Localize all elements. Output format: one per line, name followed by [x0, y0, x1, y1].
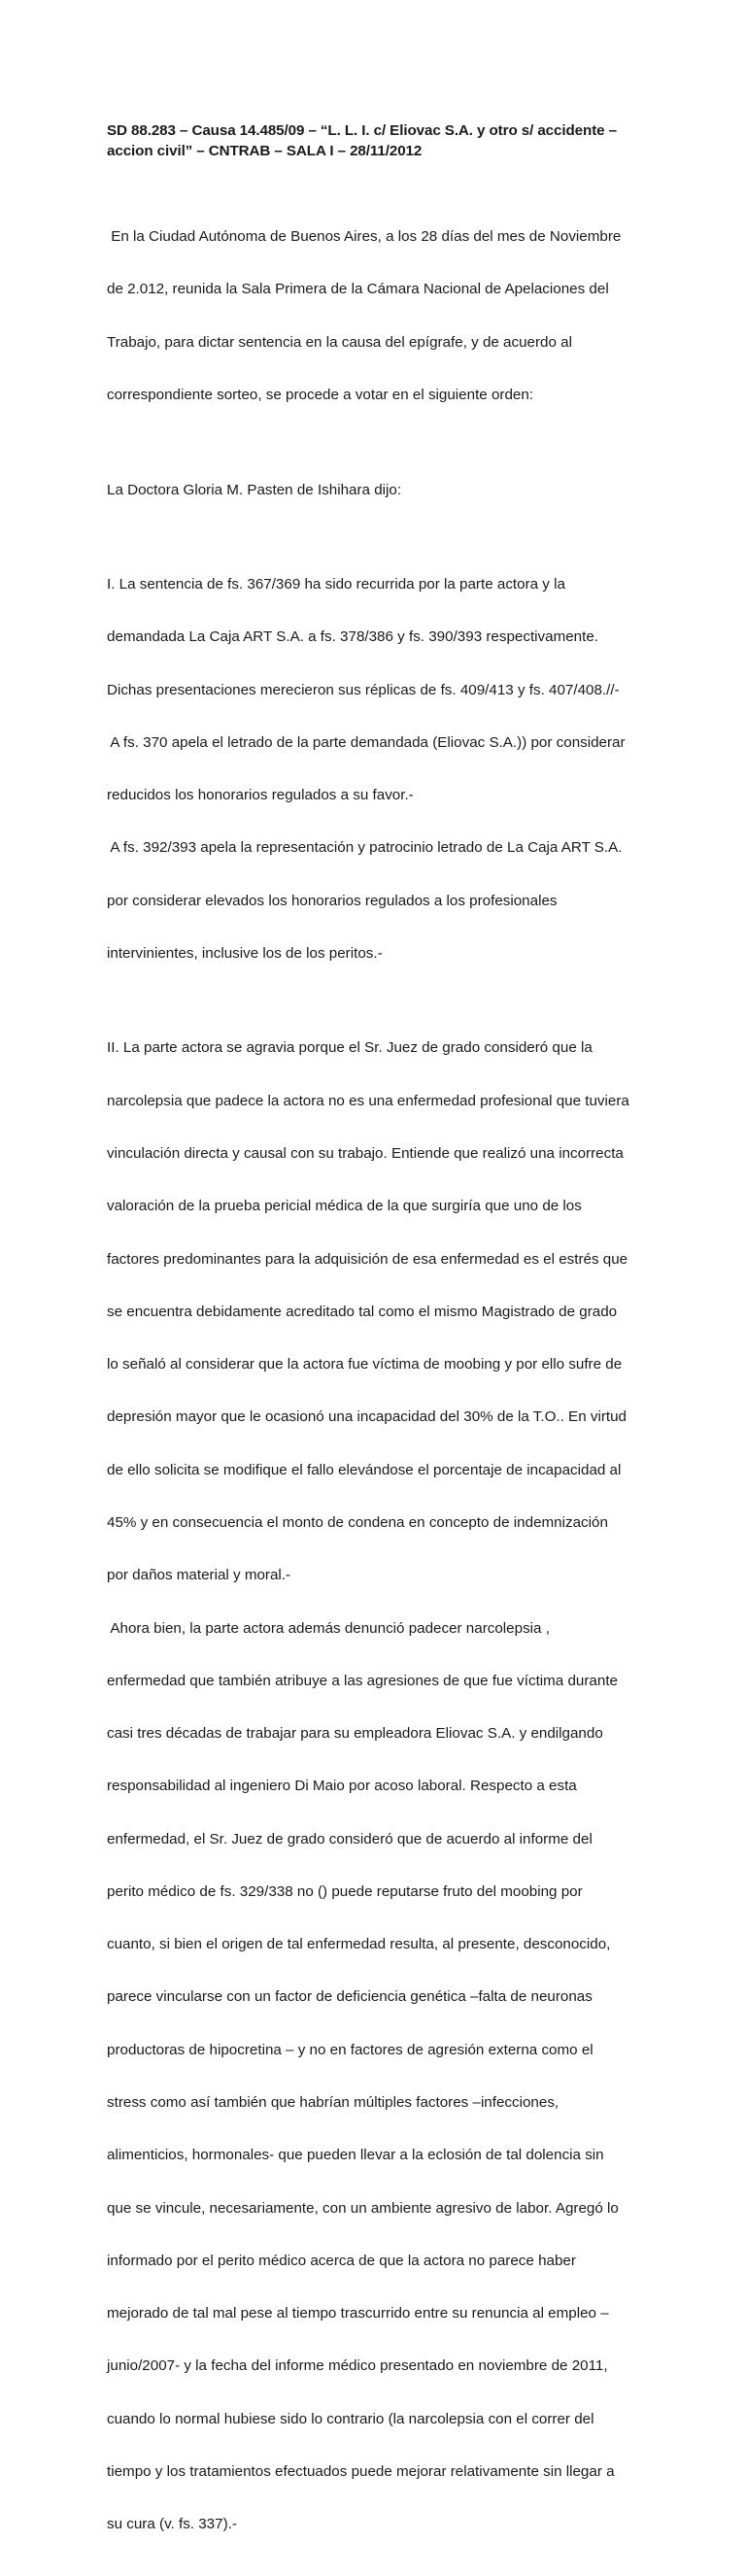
text-line: Trabajo, para dictar sentencia en la causa del epígrafe, y de acuerdo al: [107, 333, 572, 351]
text-line: correspondiente sorteo, se procede a votar en el siguiente orden:: [107, 387, 534, 404]
paragraph-intro: [107, 193, 651, 439]
text-line: enfermedad, el Sr. Juez de grado consideró que de acuerdo al informe del: [107, 1830, 593, 1847]
text-line: A fs. 370 apela el letrado de la parte demandada (Eliovac S.A.)) por considerar: [107, 733, 626, 751]
text-line: depresión mayor que le ocasionó una incapacidad del 30% de la T.O.. En virtud: [107, 1408, 627, 1426]
text-line: parece vincularse con un factor de deficiencia genética –falta de neuronas: [107, 1988, 593, 2006]
text-line: de ello solicita se modifique el fallo elevándose el porcentaje de incapacidad al: [107, 1461, 622, 1478]
text-line: que se vincule, necesariamente, con un ambiente agresivo de labor. Agregó lo: [107, 2199, 619, 2217]
text-line: stress como así también que habrían múltiples factores –infecciones,: [107, 2094, 560, 2112]
heading-line: accion civil” – CNTRAB – SALA I – 28/11/2012: [107, 143, 423, 159]
text-line: junio/2007- y la fecha del informe médico presentado en noviembre de 2011,: [107, 2357, 608, 2375]
paragraph-section-i: [107, 541, 651, 998]
text-line: vinculación directa y causal con su trabajo. Entiende que realizó una incorrecta: [107, 1144, 624, 1162]
text-line: demandada La Caja ART S.A. a fs. 378/386 y fs. 390/393 respectivamente.: [107, 628, 599, 646]
text-line: A fs. 392/393 apela la representación y patrocinio letrado de La Caja ART S.A.: [107, 839, 623, 857]
text-line: mejorado de tal mal pese al tiempo trascurrido entre su renuncia al empleo –: [107, 2305, 609, 2322]
text-line: productoras de hipocretina – y no en factores de agresión externa como el: [107, 2041, 593, 2058]
text-line: casi tres décadas de trabajar para su empleadora Eliovac S.A. y endilgando: [107, 1725, 603, 1743]
text-line: intervinientes, inclusive los de los peritos.-: [107, 944, 383, 962]
text-line: I. La sentencia de fs. 367/369 ha sido recurrida por la parte actora y la: [107, 575, 565, 593]
text-line: II. La parte actora se agravia porque el Sr. Juez de grado consideró que la: [107, 1039, 593, 1057]
text-line: informado por el perito médico acerca de que la actora no parece haber: [107, 2252, 576, 2269]
text-line: Dichas presentaciones merecieron sus réplicas de fs. 409/413 y fs. 407/408.//-: [107, 681, 620, 698]
document-body: [107, 193, 651, 2576]
text-line: cuando lo normal hubiese sido lo contrario (la narcolepsia con el correr del: [107, 2410, 594, 2427]
text-line: responsabilidad al ingeniero Di Maio por acoso laboral. Respecto a esta: [107, 1778, 577, 1795]
text-line: factores predominantes para la adquisición de esa enfermedad es el estrés que: [107, 1250, 628, 1268]
text-line: cuanto, si bien el origen de tal enfermedad resulta, al presente, desconocido,: [107, 1936, 611, 1953]
text-line: alimenticios, hormonales- que pueden llevar a la eclosión de tal dolencia sin: [107, 2147, 604, 2164]
text-line: La Doctora Gloria M. Pasten de Ishihara dijo:: [107, 481, 402, 498]
text-line: por considerar elevados los honorarios regulados a los profesionales: [107, 892, 558, 909]
text-line: tiempo y los tratamientos efectuados puede mejorar relativamente sin llegar a: [107, 2463, 615, 2480]
text-line: de 2.012, reunida la Sala Primera de la Cámara Nacional de Apelaciones del: [107, 281, 609, 298]
text-line: Ahora bien, la parte actora además denunció padecer narcolepsia ,: [107, 1619, 550, 1637]
text-line: 45% y en consecuencia el monto de condena en concepto de indemnización: [107, 1513, 608, 1531]
text-line: lo señaló al considerar que la actora fue víctima de moobing y por ello sufre de: [107, 1356, 623, 1373]
document-heading: [107, 120, 651, 161]
text-line: por daños material y moral.-: [107, 1567, 291, 1584]
text-line: valoración de la prueba pericial médica de la que surgiría que uno de los: [107, 1198, 582, 1215]
text-line: narcolepsia que padece la actora no es una enfermedad profesional que tuviera: [107, 1092, 629, 1109]
text-line: su cura (v. fs. 337).-: [107, 2516, 237, 2533]
text-line: reducidos los honorarios regulados a su favor.-: [107, 787, 414, 804]
heading-line: SD 88.283 – Causa 14.485/09 – “L. L. I. c/ Eliovac S.A. y otro s/ accidente –: [107, 122, 617, 139]
paragraph-section-ii: [107, 1004, 651, 2568]
paragraph-judge-intro: [107, 446, 651, 533]
text-line: perito médico de fs. 329/338 no () puede reputarse fruto del moobing por: [107, 1882, 583, 1900]
text-line: se encuentra debidamente acreditado tal como el mismo Magistrado de grado: [107, 1303, 618, 1320]
text-line: En la Ciudad Autónoma de Buenos Aires, a los 28 días del mes de Noviembre: [107, 228, 622, 246]
text-line: enfermedad que también atribuye a las agresiones de que fue víctima durante: [107, 1672, 618, 1689]
